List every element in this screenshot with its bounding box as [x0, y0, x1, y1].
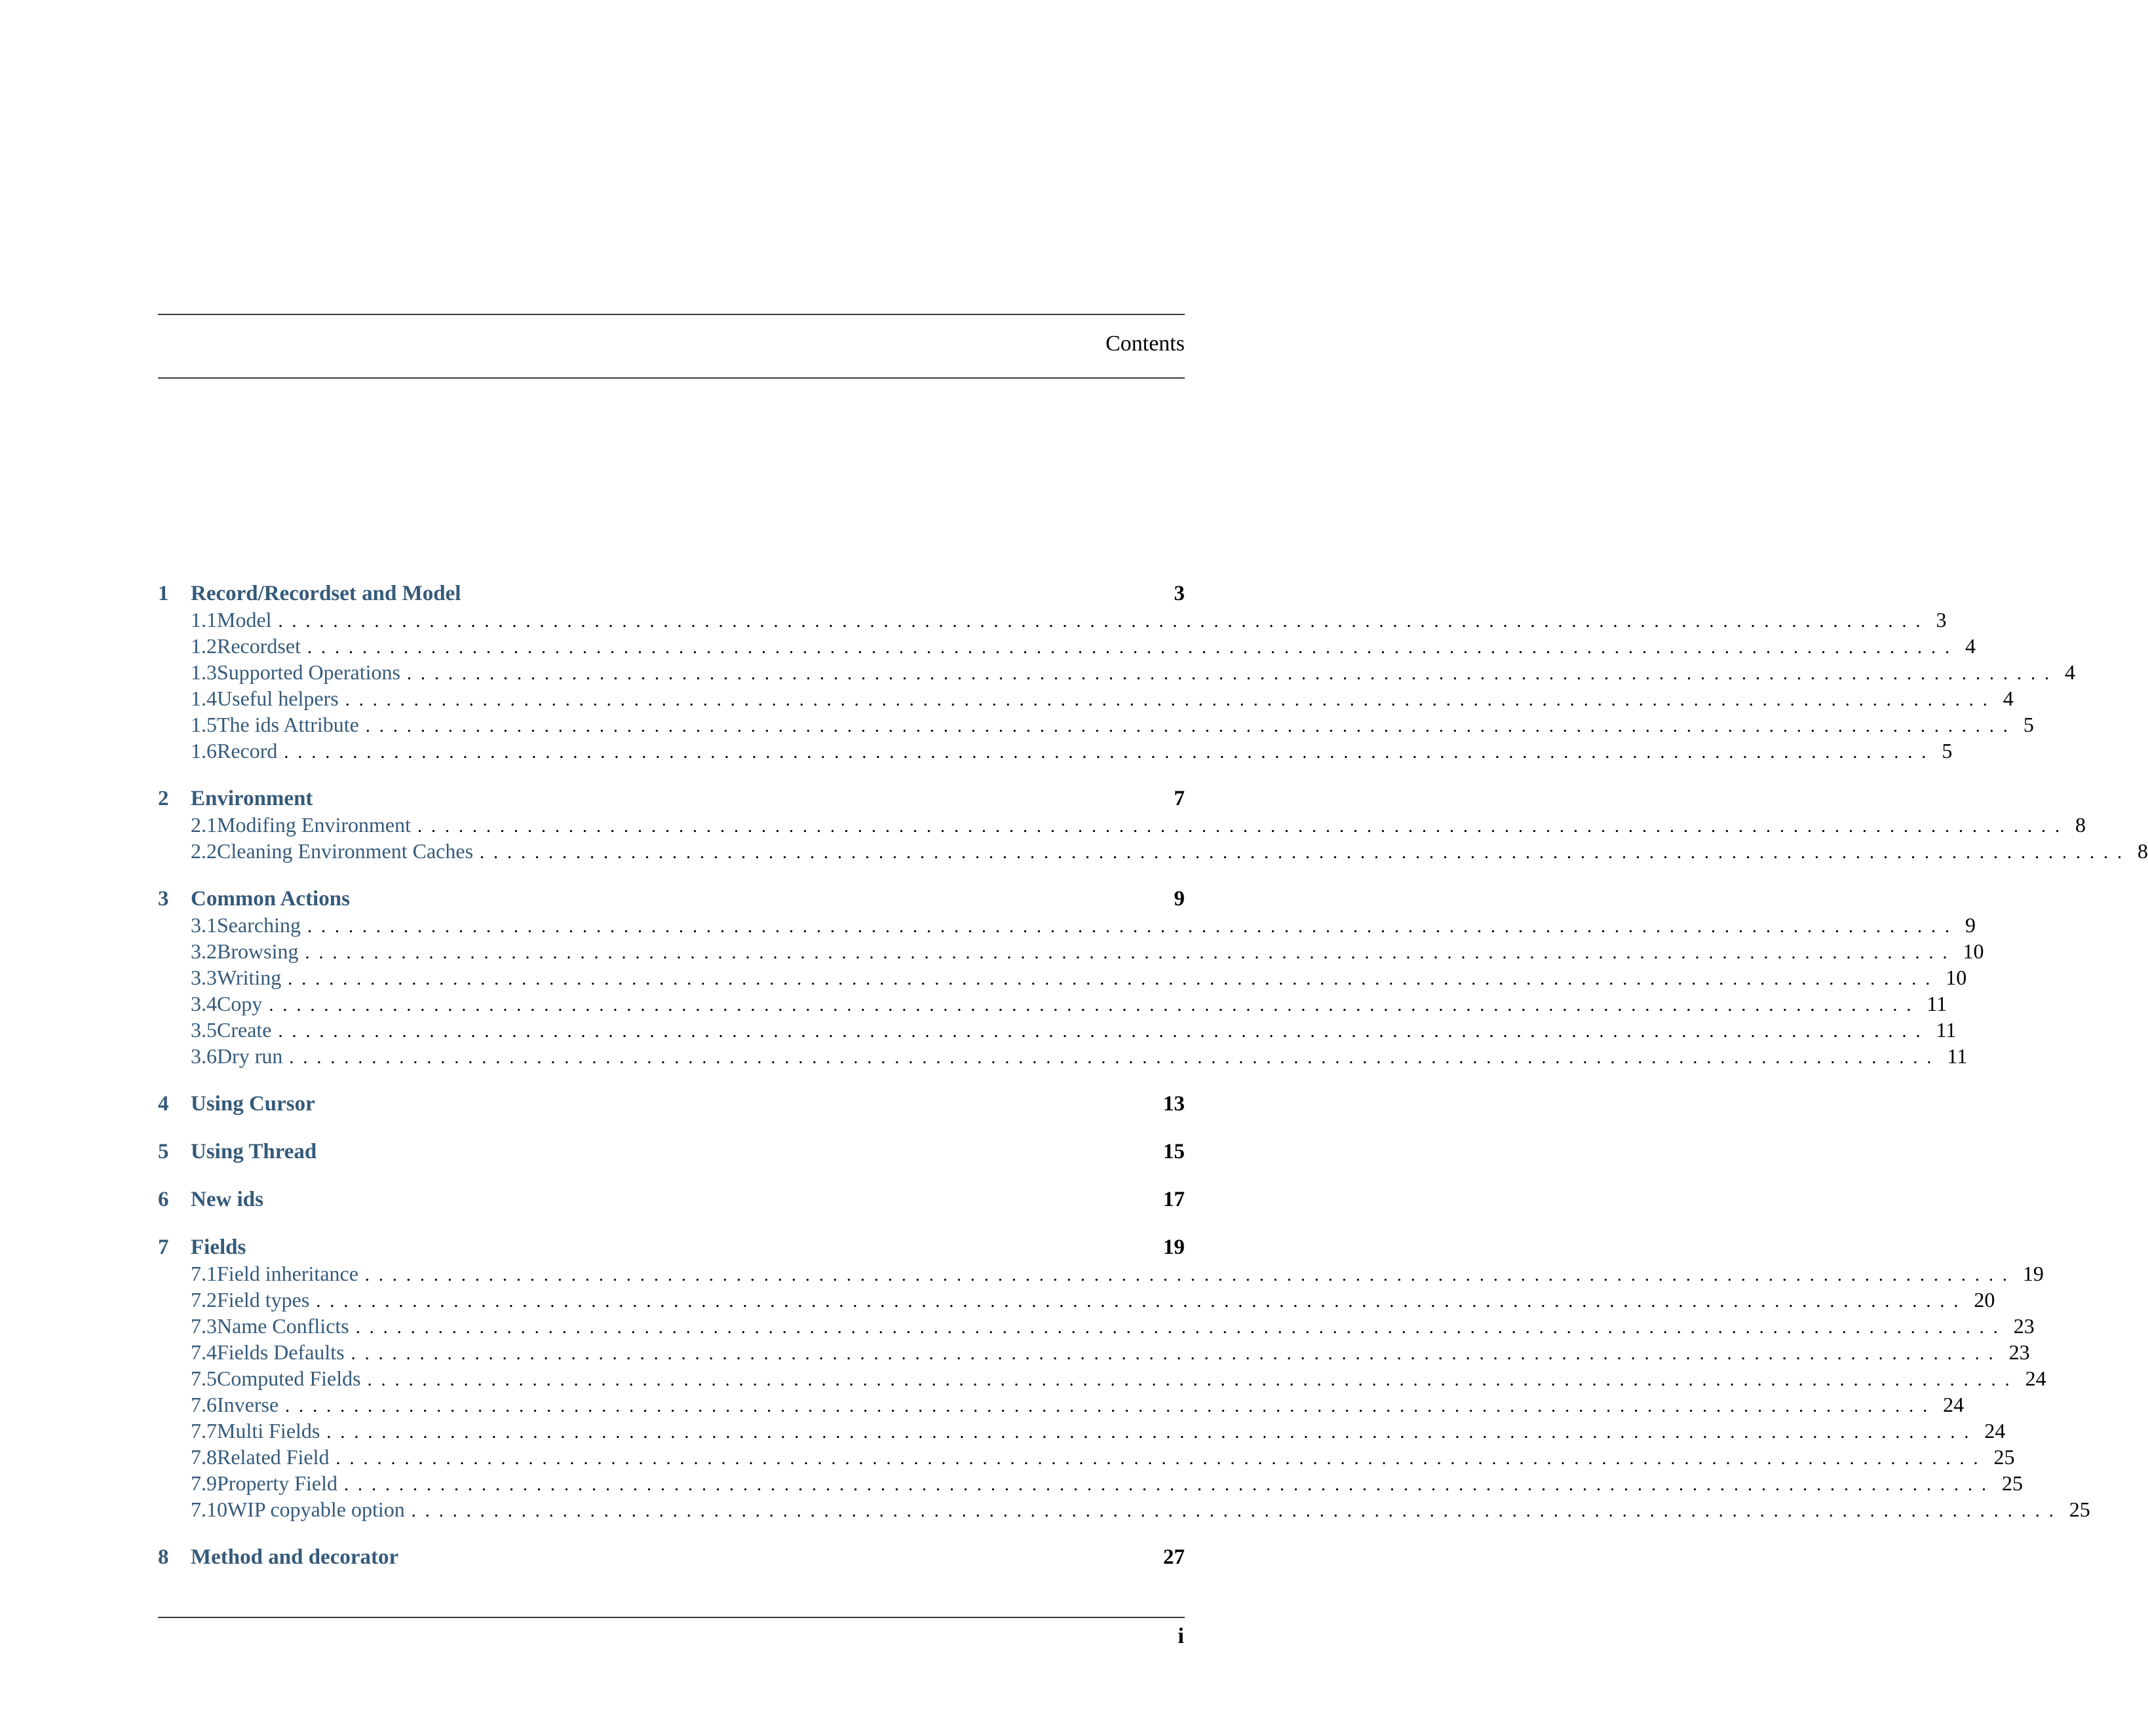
toc-section-link[interactable]	[158, 1470, 2023, 1496]
dot-leader: ........................................................................................................................	[351, 1344, 2003, 1364]
toc-section-link[interactable]	[158, 1444, 2015, 1470]
toc-chapter-link[interactable]	[158, 886, 1185, 912]
toc-chapter	[158, 785, 2148, 864]
header-rule-bottom	[158, 377, 1185, 379]
toc-section-link[interactable]	[158, 1365, 2046, 1391]
page-title: Contents	[1105, 331, 1185, 356]
chapter-page-number: 13	[1163, 1092, 1185, 1116]
section-number: 3.3	[191, 966, 217, 989]
section-number: 7.1	[191, 1262, 217, 1285]
section-page-number: 5	[1942, 739, 1953, 763]
section-title: Copy	[217, 992, 263, 1015]
dot-leader: ........................................................................................................................	[288, 969, 1940, 989]
toc-section-link[interactable]	[158, 659, 2075, 685]
section-title: Model	[217, 608, 272, 632]
chapter-number: 2	[158, 787, 169, 810]
section-number: 7.2	[191, 1288, 217, 1311]
section-number: 7.3	[191, 1314, 217, 1338]
section-title: Writing	[217, 966, 282, 989]
dot-leader: ........................................................................................................................	[343, 1475, 1995, 1495]
toc-chapter	[158, 1544, 1185, 1570]
dot-leader: ........................................................................................................................	[365, 716, 2017, 736]
dot-leader: ........................................................................................................................	[284, 742, 1936, 763]
section-number: 2.1	[191, 813, 217, 837]
dot-leader: ........................................................................................................................	[406, 664, 2058, 684]
dot-leader: ........................................................................................................................	[417, 816, 2069, 837]
dot-leader: ........................................................................................................................	[269, 995, 1921, 1015]
chapter-title: Method and decorator	[191, 1545, 399, 1569]
section-page-number: 19	[2022, 1262, 2044, 1285]
toc-chapter-link[interactable]	[158, 1139, 1185, 1165]
chapter-title: Common Actions	[191, 887, 350, 911]
section-number: 1.6	[191, 739, 217, 763]
toc-section-link[interactable]	[158, 738, 1953, 764]
section-number: 3.5	[191, 1018, 217, 1042]
section-page-number: 10	[1963, 939, 1984, 963]
toc-section-link[interactable]	[158, 711, 2034, 738]
chapter-page-number: 17	[1163, 1188, 1185, 1211]
section-page-number: 11	[1927, 992, 1947, 1015]
dot-leader: ........................................................................................................................	[278, 611, 1930, 632]
chapter-number: 5	[158, 1140, 169, 1163]
section-page-number: 11	[1947, 1044, 1968, 1068]
section-page-number: 8	[2138, 839, 2148, 863]
section-page-number: 5	[2023, 713, 2034, 736]
chapter-number: 8	[158, 1545, 169, 1569]
section-number: 1.1	[191, 608, 217, 632]
dot-leader: ........................................................................................................................	[326, 1422, 1978, 1443]
toc-section-link[interactable]	[158, 1287, 1995, 1313]
dot-leader: ........................................................................................................................	[355, 1317, 2007, 1338]
dot-leader: ........................................................................................................................	[345, 690, 1997, 710]
toc-chapter-link[interactable]	[158, 1234, 1185, 1260]
section-number: 7.5	[191, 1367, 217, 1390]
dot-leader: ........................................................................................................................	[278, 1021, 1930, 1042]
dot-leader: ........................................................................................................................	[305, 943, 1957, 963]
chapter-title: Fields	[191, 1236, 246, 1259]
section-number: 3.2	[191, 939, 217, 963]
section-title: Create	[217, 1018, 272, 1042]
page-number: i	[1178, 1624, 1184, 1648]
section-page-number: 24	[2025, 1367, 2046, 1390]
footer-rule	[158, 1617, 1185, 1618]
section-page-number: 23	[2013, 1314, 2035, 1338]
section-number: 1.4	[191, 687, 217, 710]
section-page-number: 9	[1965, 913, 1976, 937]
toc-section-link[interactable]	[158, 685, 2014, 711]
toc-section-link[interactable]	[158, 991, 1947, 1017]
section-number: 7.4	[191, 1340, 217, 1364]
toc-section-link[interactable]	[158, 838, 2148, 864]
section-page-number: 4	[1965, 634, 1976, 658]
section-page-number: 23	[2008, 1340, 2030, 1364]
toc-section-link[interactable]	[158, 1043, 1968, 1069]
toc-chapter	[158, 1139, 1185, 1165]
section-number: 1.3	[191, 660, 217, 684]
chapter-title: New ids	[191, 1188, 263, 1211]
section-page-number: 25	[2001, 1471, 2023, 1495]
toc-section-link[interactable]	[158, 964, 1967, 991]
section-title: Field inheritance	[217, 1262, 358, 1285]
chapter-page-number: 15	[1163, 1140, 1185, 1163]
chapter-number: 6	[158, 1188, 169, 1211]
section-title: WIP copyable option	[227, 1498, 405, 1521]
toc-section-link[interactable]	[158, 1313, 2035, 1339]
chapter-number: 3	[158, 887, 169, 911]
toc-chapter-link[interactable]	[158, 1544, 1185, 1570]
section-title: Supported Operations	[217, 660, 400, 684]
section-title: Dry run	[217, 1044, 283, 1068]
dot-leader: ........................................................................................................................	[307, 916, 1959, 937]
toc-chapter	[158, 1091, 1185, 1117]
section-title: Field types	[217, 1288, 310, 1311]
chapter-page-number: 19	[1163, 1236, 1185, 1259]
chapter-page-number: 7	[1174, 787, 1185, 810]
chapter-title: Environment	[191, 787, 313, 810]
section-page-number: 3	[1936, 608, 1947, 632]
section-number: 7.6	[191, 1393, 217, 1416]
section-page-number: 25	[1993, 1445, 2015, 1469]
section-title: Cleaning Environment Caches	[217, 839, 474, 863]
chapter-title: Record/Recordset and Model	[191, 582, 461, 605]
section-title: Multi Fields	[217, 1419, 320, 1443]
section-page-number: 4	[2003, 687, 2014, 710]
toc-chapter-link[interactable]	[158, 1091, 1185, 1117]
section-title: Fields Defaults	[217, 1340, 345, 1364]
section-page-number: 4	[2064, 660, 2075, 684]
chapter-title: Using Cursor	[191, 1092, 315, 1116]
section-page-number: 24	[1984, 1419, 2006, 1443]
dot-leader: ........................................................................................................................	[336, 1448, 1987, 1469]
section-page-number: 10	[1946, 966, 1967, 989]
toc-section-link[interactable]	[158, 1496, 2090, 1522]
section-page-number: 11	[1936, 1018, 1957, 1042]
toc-chapter-link[interactable]	[158, 785, 1185, 812]
section-title: Related Field	[217, 1445, 330, 1469]
section-title: Inverse	[217, 1393, 279, 1416]
section-number: 3.6	[191, 1044, 217, 1068]
chapter-number: 4	[158, 1092, 169, 1116]
dot-leader: ........................................................................................................................	[285, 1396, 1937, 1416]
section-number: 1.2	[191, 634, 217, 658]
dot-leader: ........................................................................................................................	[480, 842, 2132, 863]
table-of-contents	[158, 580, 2148, 1592]
section-page-number: 25	[2069, 1498, 2090, 1521]
chapter-page-number: 9	[1174, 887, 1185, 911]
section-title: Searching	[217, 913, 301, 937]
chapter-number: 7	[158, 1236, 169, 1259]
toc-section-link[interactable]	[158, 1260, 2044, 1287]
section-page-number: 8	[2075, 813, 2086, 837]
section-number: 7.8	[191, 1445, 217, 1469]
chapter-page-number: 27	[1163, 1545, 1185, 1569]
toc-section-link[interactable]	[158, 812, 2086, 838]
section-number: 3.4	[191, 992, 217, 1015]
dot-leader: ........................................................................................................................	[411, 1501, 2063, 1521]
section-number: 7.9	[191, 1471, 217, 1495]
section-number: 1.5	[191, 713, 217, 736]
toc-section-link[interactable]	[158, 1017, 1957, 1043]
chapter-title: Using Thread	[191, 1140, 317, 1163]
toc-chapter	[158, 886, 1984, 1069]
section-title: Record	[217, 739, 278, 763]
dot-leader: ........................................................................................................................	[367, 1370, 2019, 1390]
section-number: 7.10	[191, 1498, 227, 1521]
toc-chapter	[158, 580, 2075, 764]
dot-leader: ........................................................................................................................	[316, 1291, 1968, 1311]
toc-chapter	[158, 1234, 2090, 1522]
dot-leader: ........................................................................................................................	[364, 1265, 2016, 1285]
chapter-page-number: 3	[1174, 582, 1185, 605]
toc-chapter-link[interactable]	[158, 580, 1185, 607]
dot-leader: ........................................................................................................................	[289, 1047, 1941, 1068]
section-number: 3.1	[191, 913, 217, 937]
dot-leader: ........................................................................................................................	[307, 637, 1959, 658]
toc-chapter	[158, 1186, 1185, 1213]
toc-section-link[interactable]	[158, 912, 1976, 938]
toc-section-link[interactable]	[158, 1339, 2030, 1365]
section-number: 7.7	[191, 1419, 217, 1443]
section-title: Computed Fields	[217, 1367, 361, 1390]
toc-section-link[interactable]	[158, 1418, 2006, 1444]
section-title: Name Conflicts	[217, 1314, 349, 1338]
section-number: 2.2	[191, 839, 217, 863]
section-title: Recordset	[217, 634, 301, 658]
section-page-number: 24	[1943, 1393, 1965, 1416]
toc-section-link[interactable]	[158, 607, 1947, 633]
chapter-number: 1	[158, 582, 169, 605]
toc-section-link[interactable]	[158, 633, 1976, 659]
section-page-number: 20	[1974, 1288, 1995, 1311]
header-rule-top	[158, 314, 1185, 315]
section-title: Browsing	[217, 939, 299, 963]
section-title: Useful helpers	[217, 687, 339, 710]
toc-section-link[interactable]	[158, 938, 1984, 964]
section-title: Modifing Environment	[217, 813, 411, 837]
section-title: Property Field	[217, 1471, 337, 1495]
toc-section-link[interactable]	[158, 1391, 1965, 1418]
section-title: The ids Attribute	[217, 713, 359, 736]
toc-chapter-link[interactable]	[158, 1186, 1185, 1213]
